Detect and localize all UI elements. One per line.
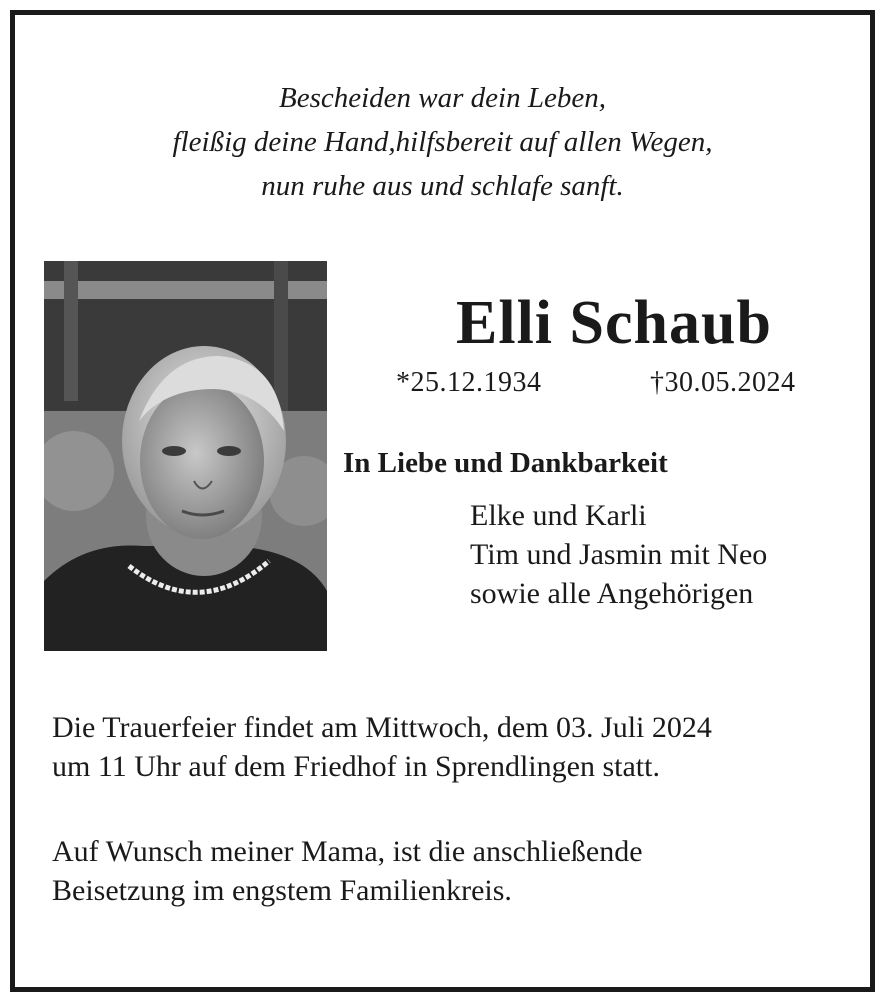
burial-line: Auf Wunsch meiner Mama, ist die anschließende bbox=[52, 835, 643, 868]
thanks-heading: In Liebe und Dankbarkeit bbox=[343, 447, 668, 479]
burial-line: Beisetzung im engstem Familienkreis. bbox=[52, 874, 512, 907]
mourner-line: sowie alle Angehörigen bbox=[470, 577, 754, 610]
poem-line: nun ruhe aus und schlafe sanft. bbox=[261, 170, 624, 202]
service-line: Die Trauerfeier findet am Mittwoch, dem 03. Juli 2024 bbox=[52, 711, 712, 744]
funeral-service-info bbox=[52, 708, 712, 786]
death-date: †30.05.2024 bbox=[650, 367, 796, 398]
deceased-name: Elli Schaub bbox=[456, 289, 772, 357]
poem-line: Bescheiden war dein Leben, bbox=[279, 82, 606, 114]
poem-line: fleißig deine Hand,hilfsbereit auf allen Wegen, bbox=[172, 126, 713, 158]
mourner-line: Tim und Jasmin mit Neo bbox=[470, 538, 768, 571]
burial-info bbox=[52, 832, 643, 910]
service-line: um 11 Uhr auf dem Friedhof in Sprendlingen statt. bbox=[52, 750, 660, 783]
mourners-list bbox=[470, 496, 767, 613]
mourner-line: Elke und Karli bbox=[470, 499, 647, 532]
memorial-poem bbox=[0, 76, 885, 208]
birth-date: *25.12.1934 bbox=[396, 367, 542, 398]
portrait-photo-image bbox=[44, 261, 327, 651]
portrait-photo bbox=[44, 261, 327, 651]
